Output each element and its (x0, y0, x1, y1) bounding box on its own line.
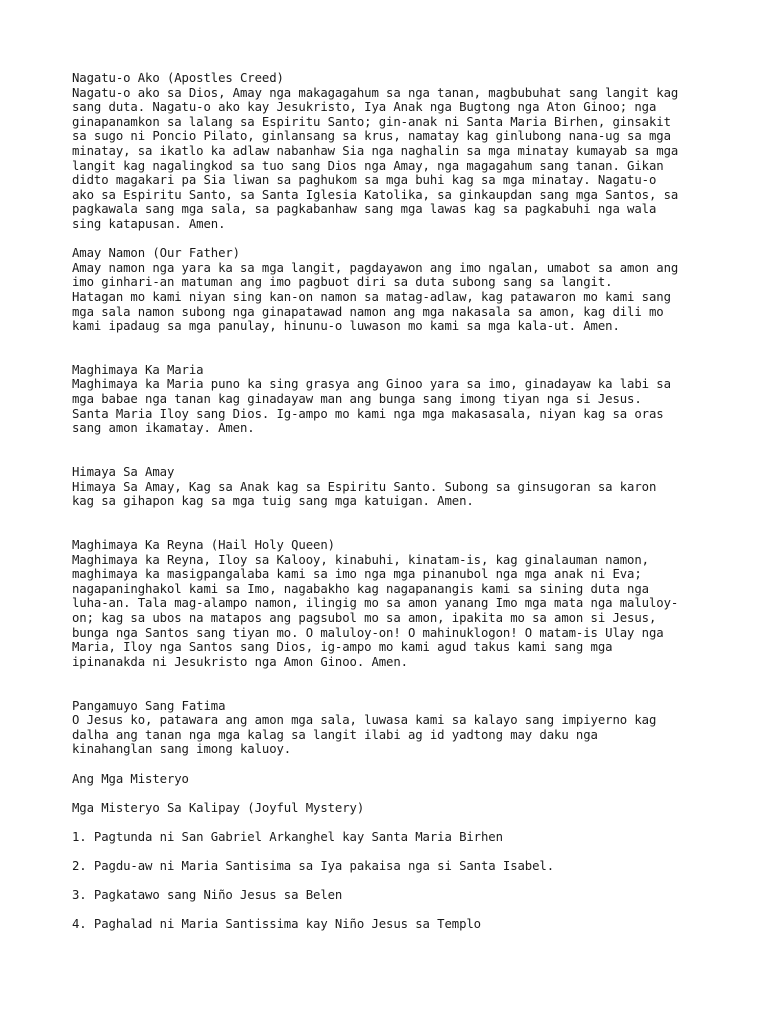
section-heading: Amay Namon (Our Father) (72, 246, 240, 261)
section-body: Amay namon nga yara ka sa mga langit, pagdayawon ang imo ngalan, umabot sa amon ang imo ginhari-an matuman ang imo pagbuot diri sa duta subong sang sa langit. Hatagan mo kami niyan sing kan-on namon sa matag-adlaw, kag patawaron mo kami sang mga sala namon subong nga ginapatawad namon ang mga nakasala sa amon, kag dili mo kami ipadaug sa mga panulay, hinunu-o luwason mo kami sa mga kala-ut. Amen. (72, 260, 679, 334)
section-hail-holy-queen (72, 538, 712, 669)
joyful-mystery-heading: Mga Misteryo Sa Kalipay (Joyful Mystery) (72, 800, 365, 815)
section-fatima-prayer (72, 699, 712, 757)
joyful-mystery-item: 4. Paghalad ni Maria Santissima kay Niño Jesus sa Templo (72, 917, 481, 932)
section-heading: Himaya Sa Amay (72, 465, 175, 480)
section-glory-be (72, 465, 712, 509)
section-heading: Maghimaya Ka Reyna (Hail Holy Queen) (72, 538, 335, 552)
section-heading: Maghimaya Ka Maria (72, 362, 204, 377)
section-body: Nagatu-o ako sa Dios, Amay nga makagagahum sa nga tanan, magbubuhat sang langit kag sang duta. Nagatu-o ako kay Jesukristo, Iya Anak nga Bugtong nga Aton Ginoo; nga ginapanamkon sa lalang sa Espiritu Santo; gin-anak ni Santa Maria Birhen, ginsakit sa sugo ni Poncio Pilato, ginlansang sa krus, namatay kag ginlubong nana-ug sa mga minatay, sa ikatlo ka adlaw nabanhaw Sia nga naghalin sa mga minatay kumayab sa mga langit kag nagalingkod sa tuo sang Dios nga Amay, nga magagahum sang tanan. Gikan didto magakari pa Sia liwan sa paghukom sa mga buhi kag sa mga minatay. Nagatu-o ako sa Espiritu Santo, sa Santa Iglesia Katolika, sa ginkaupdan sang mga Santos, sa pagkawala sang mga sala, sa pagkabanhaw sang mga lawas kag sa pagkabuhi nga wala sing katapusan. Amen. (72, 85, 679, 231)
section-our-father (72, 246, 712, 334)
section-body: Maghimaya ka Maria puno ka sing grasya ang Ginoo yara sa imo, ginadayaw ka labi sa mga babae nga tanan kag ginadayaw man ang bunga sang imong tiyan nga si Jesus. Santa Maria Iloy sang Dios. Ig-ampo mo kami nga mga makasasala, niyan kag sa oras sang amon ikamatay. Amen. (72, 377, 671, 436)
section-body: Maghimaya ka Reyna, Iloy sa Kalooy, kinabuhi, kinatam-is, kag ginalauman namon, maghimaya ka masigpangalaba kami sa imo nga mga pinanubol nga mga anak ni Eva; nagapaninghakol kami sa Imo, nagabakho kag nagapanangis kami sa sining duta nga luha-an. Tala mag-alampo namon, ilingig mo sa amon yanang Imo mga mata nga maluloy- on; kag sa ubos na matapos ang pagsubol mo sa amon, ipakita mo sa amon si Jesus, bunga nga Santos sang tiyan mo. O maluloy-on! O mahinuklogon! O matam-is Ulay nga Maria, Iloy nga Santos sang Dios, ig-ampo mo kami agud takus kami sang mga ipinanakda ni Jesukristo nga Amon Ginoo. Amen. (72, 552, 679, 669)
section-body: Himaya Sa Amay, Kag sa Anak kag sa Espiritu Santo. Subong sa ginsugoran sa karon kag sa gihapon kag sa mga tuig sang mga katuigan. Amen. (72, 479, 657, 509)
section-heading: Pangamuyo Sang Fatima (72, 698, 226, 713)
joyful-mystery-item: 2. Pagdu-aw ni Maria Santisima sa Iya pakaisa nga si Santa Isabel. (72, 859, 555, 874)
joyful-mystery-item: 1. Pagtunda ni San Gabriel Arkanghel kay Santa Maria Birhen (72, 829, 503, 844)
section-hail-mary (72, 363, 712, 436)
section-heading: Nagatu-o Ako (Apostles Creed) (72, 71, 284, 85)
joyful-mystery-item: 3. Pagkatawo sang Niño Jesus sa Belen (72, 888, 343, 903)
document-page (72, 71, 712, 932)
section-apostles-creed (72, 71, 712, 232)
section-body: O Jesus ko, patawara ang amon mga sala, luwasa kami sa kalayo sang impiyerno kag dalha ang tanan nga mga kalag sa langit ilabi ag id yadtong may daku nga kinahanglan sang imong kaluoy. (72, 713, 657, 757)
mysteries-heading: Ang Mga Misteryo (72, 771, 189, 786)
